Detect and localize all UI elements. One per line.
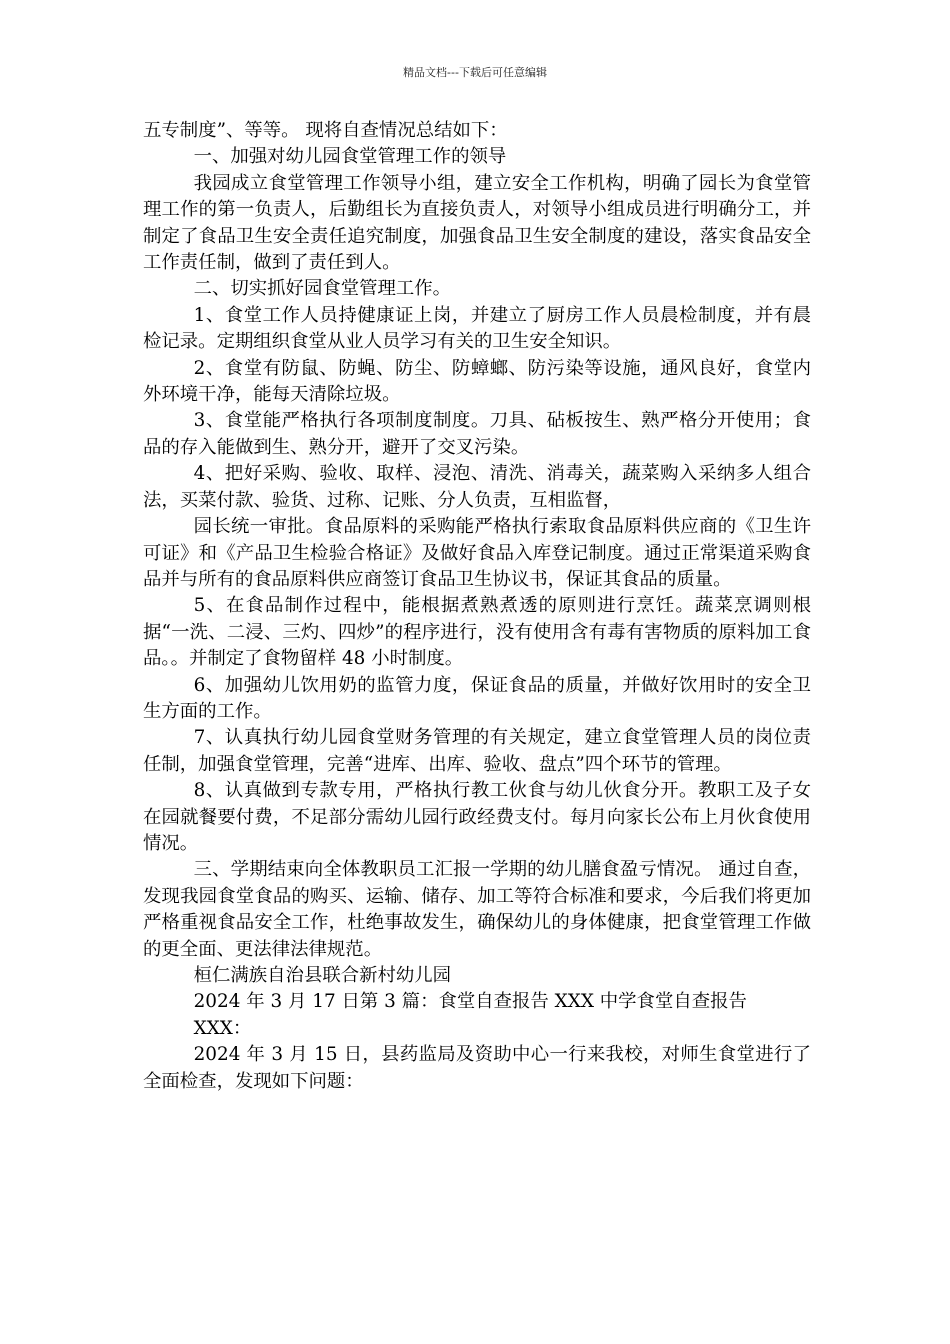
list-item: 1、食堂工作人员持健康证上岗，并建立了厨房工作人员晨检制度，并有晨检记录。定期组织食堂从业人员学习有关的卫生安全知识。 [143, 304, 811, 353]
list-item: 7、认真执行幼儿园食堂财务管理的有关规定，建立食堂管理人员的岗位责任制，加强食堂管理，完善“进库、出库、验收、盘点”四个环节的管理。 [143, 727, 811, 775]
list-item: 8、认真做到专款专用，严格执行教工伙食与幼儿伙食分开。教职工及子女在园就餐要付费，不足部分需幼儿园行政经费支付。每月向家长公布上月伙食使用情况。 [143, 780, 811, 854]
page-header-note: 精品文档---下载后可任意编辑 [403, 66, 547, 79]
section-heading: 二、切实抓好园食堂管理工作。 [193, 278, 452, 300]
paragraph: 我园成立食堂管理工作领导小组，建立安全工作机构，明确了园长为食堂管理工作的第一负责人，后勤组长为直接负责人，对领导小组成员进行明确分工，并制定了食品卫生安全责任追究制度，加强食品卫生安全制度的建设，落实食品安全工作责任制，做到了责任到人。 [143, 172, 811, 274]
salutation: XXX： [193, 1017, 252, 1039]
paragraph: 园长统一审批。食品原料的采购能严格执行索取食品原料供应商的《卫生许可证》和《产品卫生检验合格证》及做好食品入库登记制度。通过正常渠道采购食品并与所有的食品原料供应商签订食品卫生协议书，保证其食品的质量。 [143, 516, 811, 590]
document-body [143, 118, 811, 1095]
list-item: 6、加强幼儿饮用奶的监管力度，保证食品的质量，并做好饮用时的安全卫生方面的工作。 [143, 674, 811, 722]
list-item: 2、食堂有防鼠、防蝇、防尘、防蟑螂、防污染等设施，通风良好，食堂内外环境干净，能每天清除垃圾。 [143, 357, 811, 406]
list-item: 4、把好采购、验收、取样、浸泡、清洗、消毒关，蔬菜购入采纳多人组合法，买菜付款、验货、过称、记账、分人负责，互相监督， [143, 463, 811, 511]
list-item: 5、在食品制作过程中，能根据煮熟煮透的原则进行烹饪。蔬菜烹调则根据“一洗、二浸、三灼、四炒”的程序进行，没有使用含有毒有害物质的原料加工食品。。并制定了食物留样 48 小时制度。 [143, 595, 811, 670]
paragraph: 五专制度”、等等。 现将自查情况总结如下： [143, 120, 508, 141]
list-item: 3、食堂能严格执行各项制度制度。刀具、砧板按生、熟严格分开使用；食品的存入能做到生、熟分开，避开了交叉污染。 [143, 410, 811, 458]
paragraph: 2024 年 3 月 15 日，县药监局及资助中心一行来我校，对师生食堂进行了全面检查，发现如下问题： [143, 1044, 811, 1092]
signature-org: 桓仁满族自治县联合新村幼儿园 [193, 965, 452, 986]
date-line: 2024 年 3 月 17 日第 3 篇：食堂自查报告 XXX 中学食堂自查报告 [193, 991, 747, 1013]
section-heading: 一、加强对幼儿园食堂管理工作的领导 [193, 146, 507, 168]
section-heading: 三、学期结束向全体教职员工汇报一学期的幼儿膳食盈亏情况。 通过自查，发现我园食堂食品的购买、运输、储存、加工等符合标准和要求，今后我们将更加严格重视食品安全工作，杜绝事故发生，确保幼儿的身体健康，把食堂管理工作做的更全面、更法律法律规范。 [143, 859, 811, 960]
